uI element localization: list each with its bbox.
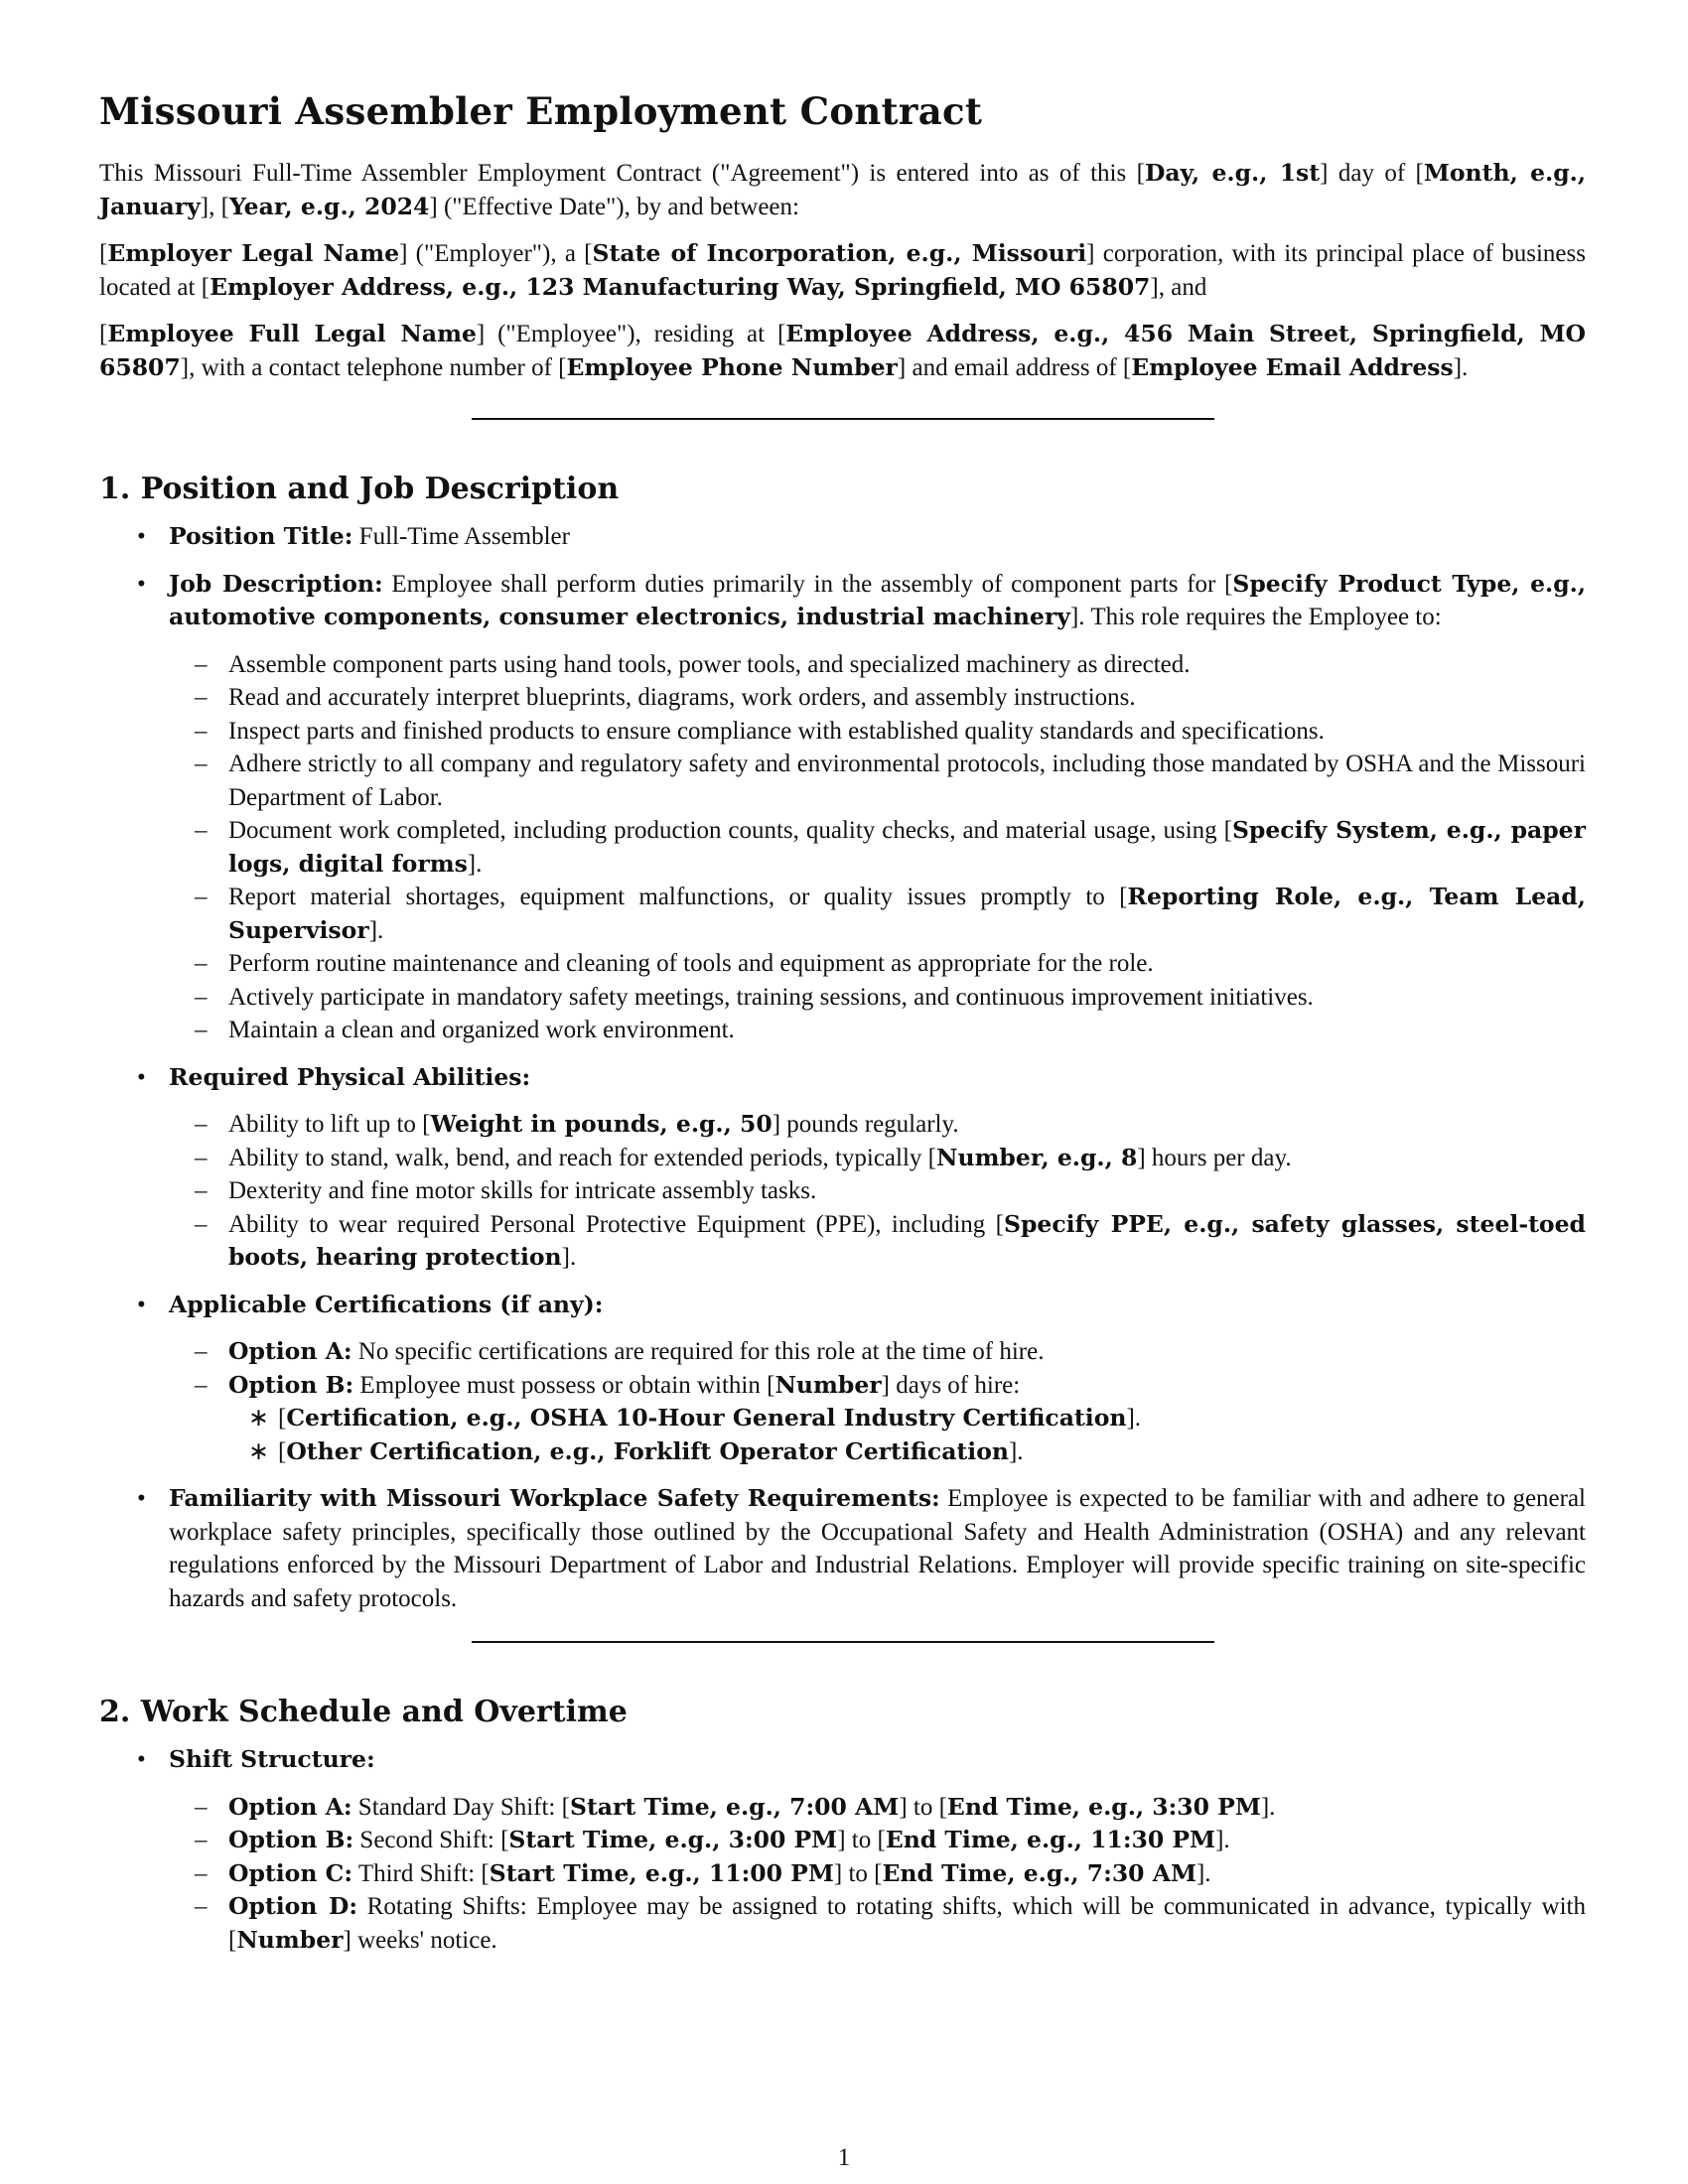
duty-item: – Assemble component parts using hand tools, power tools, and specialized machinery as directed.: [169, 648, 1586, 682]
physical-abilities-item: • Required Physical Abilities: – Ability to lift up to [Weight in pounds, e.g., 50] pounds regularly. – Ability to stand, walk, bend, and reach for extended periods, typically [Number, e.g., 8] hours per day. – Dexterity and fine motor skills for intricate assembly tasks. – Ability to wear required Personal Protective Equipment (PPE), including [Specify PPE, e.g., safety glasses, steel-toed boots, hearing protection].: [99, 1061, 1586, 1275]
shift-option-a: – Option A: Standard Day Shift: [Start Time, e.g., 7:00 AM] to [End Time, e.g., 3:30 PM].: [169, 1791, 1586, 1825]
page-number: 1: [837, 2144, 851, 2171]
shift-option-c: – Option C: Third Shift: [Start Time, e.g., 11:00 PM] to [End Time, e.g., 7:30 AM].: [169, 1857, 1586, 1891]
certifications-item: • Applicable Certifications (if any): – Option A: No specific certifications are required for this role at the time of hire. – Option B: Employee must possess or obtain within [Number] days of hire: ∗ [Certification, e.g., OSHA 10-Hour General Industry Certification]. ∗ [Other Certification, e.g., Forklift Operator Certification].: [99, 1289, 1586, 1469]
position-title-item: • Position Title: Full-Time Assembler: [99, 520, 1586, 554]
intro-paragraph-employee: [Employee Full Legal Name] ("Employee"), residing at [Employee Address, e.g., 456 Main Street, Springfield, MO 65807], with a contact telephone number of [Employee Phone Number] and email address of [Employee Email Address].: [99, 320, 1586, 381]
schedule-list: [99, 1743, 1586, 1957]
duty-item: – Adhere strictly to all company and regulatory safety and environmental protocols, including those mandated by OSHA and the Missouri Department of Labor.: [169, 748, 1586, 814]
physical-abilities-list: [169, 1108, 1586, 1275]
section-divider: [472, 1641, 1214, 1643]
section-heading-schedule: 2. Work Schedule and Overtime: [99, 1695, 628, 1729]
ability-item: – Dexterity and fine motor skills for intricate assembly tasks.: [169, 1174, 1586, 1208]
ability-item: – Ability to lift up to [Weight in pounds, e.g., 50] pounds regularly.: [169, 1108, 1586, 1142]
certification-option-a: – Option A: No specific certifications are required for this role at the time of hire.: [169, 1335, 1586, 1369]
ability-item: – Ability to stand, walk, bend, and reach for extended periods, typically [Number, e.g., 8] hours per day.: [169, 1142, 1586, 1175]
duty-item: – Document work completed, including production counts, quality checks, and material usage, using [Specify System, e.g., paper logs, digital forms].: [169, 814, 1586, 881]
shift-option-d: – Option D: Rotating Shifts: Employee may be assigned to rotating shifts, which will be communicated in advance, typically with [Number] weeks' notice.: [169, 1890, 1586, 1957]
safety-familiarity-item: • Familiarity with Missouri Workplace Safety Requirements: Employee is expected to be familiar with and adhere to general workplace safety principles, specifically those outlined by the Occupational Safety and Health Administration (OSHA) and any relevant regulations enforced by the Missouri Department of Labor and Industrial Relations. Employer will provide specific training on site-specific hazards and safety protocols.: [99, 1482, 1586, 1615]
certification-entry: ∗ [Certification, e.g., OSHA 10-Hour General Industry Certification].: [228, 1402, 1586, 1435]
certifications-options-list: [169, 1335, 1586, 1468]
shift-option-b: – Option B: Second Shift: [Start Time, e.g., 3:00 PM] to [End Time, e.g., 11:30 PM].: [169, 1824, 1586, 1857]
job-description-item: • Job Description: Employee shall perform duties primarily in the assembly of component parts for [Specify Product Type, e.g., automotive components, consumer electronics, industrial machinery]. This role requires the Employee to: – Assemble component parts using hand tools, power tools, and specialized machinery as directed. – Read and accurately interpret blueprints, diagrams, work orders, and assembly instructions. – Inspect parts and finished products to ensure compliance with established quality standards and specifications. – Adhere strictly to all company and regulatory safety and environmental protocols, including those mandated by OSHA and the Missouri Department of Labor. – Document work completed, including production counts, quality checks, and material usage, using [Specify System, e.g., paper logs, digital forms]. – Report material shortages, equipment malfunctions, or quality issues promptly to [Reporting Role, e.g., Team Lead, Supervisor]. – Perform routine maintenance and cleaning of tools and equipment as appropriate for the role. – Actively participate in mandatory safety meetings, training sessions, and continuous improvement initiatives. – Maintain a clean and organized work environment.: [99, 568, 1586, 1047]
duties-list: [169, 648, 1586, 1047]
duty-item: – Perform routine maintenance and cleaning of tools and equipment as appropriate for the role.: [169, 947, 1586, 981]
certification-entry: ∗ [Other Certification, e.g., Forklift Operator Certification].: [228, 1435, 1586, 1469]
certification-sublist: [228, 1402, 1586, 1468]
intro-paragraph-employer: [Employer Legal Name] ("Employer"), a [State of Incorporation, e.g., Missouri] corporation, with its principal place of business located at [Employer Address, e.g., 123 Manufacturing Way, Springfield, MO 65807], and: [99, 239, 1586, 301]
ability-item: – Ability to wear required Personal Protective Equipment (PPE), including [Specify PPE, e.g., safety glasses, steel-toed boots, hearing protection].: [169, 1208, 1586, 1275]
section-heading-position: 1. Position and Job Description: [99, 472, 620, 506]
position-list: [99, 520, 1586, 1615]
duty-item: – Read and accurately interpret blueprints, diagrams, work orders, and assembly instructions.: [169, 681, 1586, 715]
document-title: Missouri Assembler Employment Contract: [99, 89, 983, 133]
certification-option-b: – Option B: Employee must possess or obtain within [Number] days of hire: ∗ [Certification, e.g., OSHA 10-Hour General Industry Certification]. ∗ [Other Certification, e.g., Forklift Operator Certification].: [169, 1369, 1586, 1469]
section-divider: [472, 418, 1214, 420]
intro-paragraph-effective-date: This Missouri Full-Time Assembler Employment Contract ("Agreement") is entered into as of this [Day, e.g., 1st] day of [Month, e.g., January], [Year, e.g., 2024] ("Effective Date"), by and between:: [99, 159, 1587, 220]
duty-item: – Actively participate in mandatory safety meetings, training sessions, and continuous improvement initiatives.: [169, 981, 1586, 1015]
duty-item: – Report material shortages, equipment malfunctions, or quality issues promptly to [Reporting Role, e.g., Team Lead, Supervisor].: [169, 881, 1586, 947]
shift-structure-item: • Shift Structure: – Option A: Standard Day Shift: [Start Time, e.g., 7:00 AM] to [End Time, e.g., 3:30 PM]. – Option B: Second Shift: [Start Time, e.g., 3:00 PM] to [End Time, e.g., 11:30 PM]. – Option C: Third Shift: [Start Time, e.g., 11:00 PM] to [End Time, e.g., 7:30 AM]. – Option D: Rotating Shifts: Employee may be assigned to rotating shifts, which will be communicated in advance, typically with [Number] weeks' notice.: [99, 1743, 1586, 1957]
duty-item: – Maintain a clean and organized work environment.: [169, 1014, 1586, 1047]
shift-options-list: [169, 1791, 1586, 1958]
duty-item: – Inspect parts and finished products to ensure compliance with established quality standards and specifications.: [169, 715, 1586, 749]
document-page: [99, 79, 1586, 1971]
